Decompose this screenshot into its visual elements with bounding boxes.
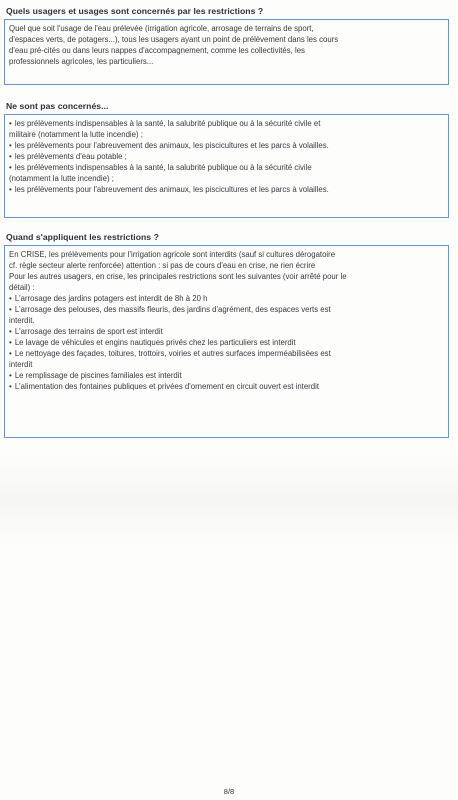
- list-item-continuation: militaire (notamment la lutte incendie) ;: [9, 130, 143, 139]
- page-number: 8/8: [223, 787, 235, 796]
- list-item: • les prélèvements pour l'abreuvement des animaux, les piscicultures et les parcs à volailles.: [9, 185, 329, 194]
- bullet-icon: •: [9, 305, 12, 314]
- when-intro-line: Pour les autres usagers, en crise, les principales restrictions sont les suivantes (voir arrêté pour le: [9, 272, 347, 281]
- concerned-line: Quel que soit l'usage de l'eau prélevée (irrigation agricole, arrosage de terrains de sport,: [9, 24, 314, 33]
- list-item: • L'arrosage des terrains de sport est interdit: [9, 327, 163, 336]
- bullet-icon: •: [9, 141, 12, 150]
- list-item-continuation: interdit.: [9, 316, 35, 325]
- scan-shading: [0, 455, 458, 545]
- concerned-line: professionnels agricoles, les particuliers...: [9, 57, 154, 66]
- list-item: • Le remplissage de piscines familiales est interdit: [9, 371, 182, 380]
- list-item-continuation: interdit: [9, 360, 33, 369]
- list-item: • L'arrosage des jardins potagers est interdit de 8h à 20 h: [9, 294, 208, 303]
- concerned-line: d'espaces verts, de potagers...), tous les usagers ayant un point de prélèvement dans les cours: [9, 35, 339, 44]
- bullet-icon: •: [9, 119, 12, 128]
- bullet-icon: •: [9, 152, 12, 161]
- list-item: • les prélèvements indispensables à la santé, la salubrité publique ou à la sécurité civile et: [9, 119, 321, 128]
- when-intro-line: En CRISE, les prélèvements pour l'irrigation agricole sont interdits (sauf si cultures dérogatoire: [9, 250, 336, 259]
- bullet-icon: •: [9, 327, 12, 336]
- bullet-icon: •: [9, 382, 12, 391]
- bullet-icon: •: [9, 338, 12, 347]
- bullet-icon: •: [9, 349, 12, 358]
- list-item: • les prélèvements d'eau potable ;: [9, 152, 127, 161]
- list-item-continuation: (notamment la lutte incendie) ;: [9, 174, 114, 183]
- when-box: [4, 245, 449, 438]
- list-item: • L'arrosage des pelouses, des massifs fleuris, des jardins d'agrément, des espaces verts est: [9, 305, 331, 314]
- list-item: • Le lavage de véhicules et engins nautiques privés chez les particuliers est interdit: [9, 338, 296, 347]
- not-concerned-box: [4, 114, 449, 218]
- list-item: • les prélèvements indispensables à la santé, la salubrité publique ou à la sécurité civile: [9, 163, 312, 172]
- concerned-box: [4, 19, 449, 85]
- list-item: • L'alimentation des fontaines publiques et privées d'ornement en circuit ouvert est interdit: [9, 382, 320, 391]
- section-title-concerned: Quels usagers et usages sont concernés par les restrictions ?: [6, 6, 264, 16]
- when-intro-line: détail) :: [9, 283, 35, 292]
- bullet-icon: •: [9, 294, 12, 303]
- section-title-when: Quand s'appliquent les restrictions ?: [6, 232, 159, 242]
- bullet-icon: •: [9, 163, 12, 172]
- when-intro-line: cf. règle secteur alerte renforcée) attention : si pas de cours d'eau en crise, ne rien écrire: [9, 261, 316, 270]
- bullet-icon: •: [9, 371, 12, 380]
- concerned-line: d'eau pré-cités ou dans leurs nappes d'accompagnement, comme les collectivités, les: [9, 46, 305, 55]
- list-item: • Le nettoyage des façades, toitures, trottoirs, voiries et autres surfaces imperméabilisées est: [9, 349, 331, 358]
- list-item: • les prélèvements pour l'abreuvement des animaux, les piscicultures et les parcs à volailles.: [9, 141, 329, 150]
- bullet-icon: •: [9, 185, 12, 194]
- section-title-not-concerned: Ne sont pas concernés...: [6, 101, 109, 111]
